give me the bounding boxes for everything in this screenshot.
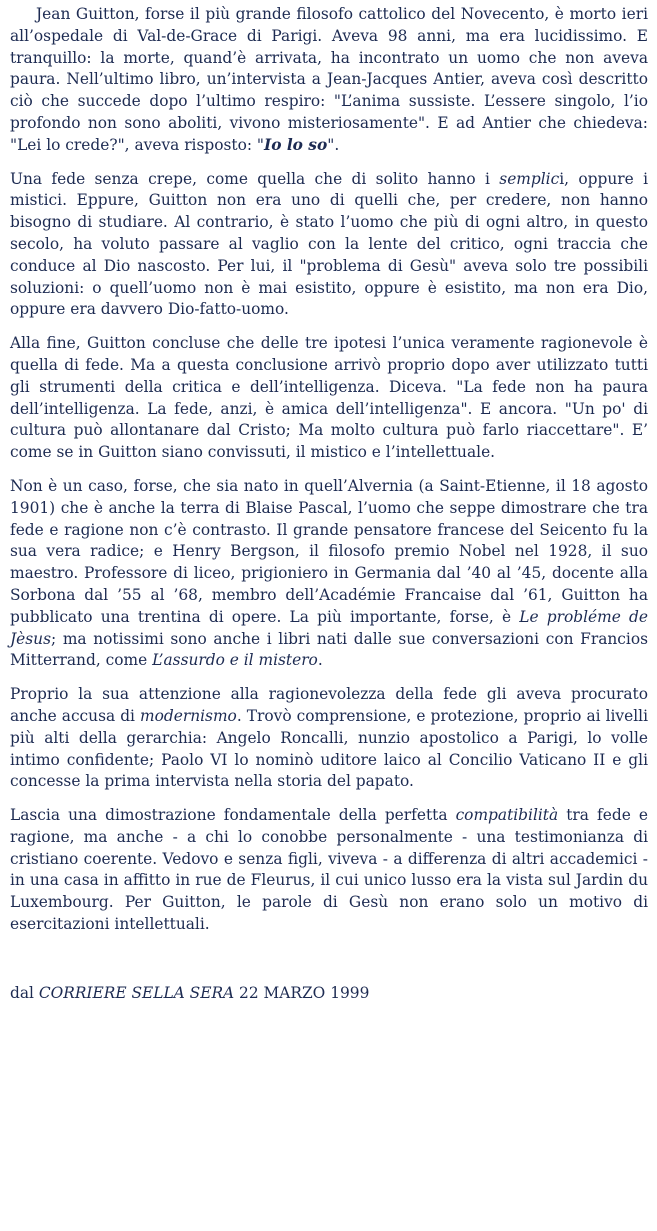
paragraph-1-text-b: ". (327, 135, 340, 154)
paragraph-5 (10, 684, 648, 793)
paragraph-5-text-a: Proprio la sua attenzione alla ragionevolezza della fede gli aveva procurato anche accusa di (10, 685, 648, 725)
paragraph-2-text-a: Una fede senza crepe, come quella che di solito hanno i (10, 169, 500, 188)
article-body (10, 4, 648, 948)
paragraph-2-text-b: i, oppure i mistici. Eppure, Guitton non era uno di quelli che, per credere, non hanno bisogno di studiare. Al contrario, è stato l’uomo che più di ogni altro, in questo secolo, ha voluto passare al vaglio con la lente del critico, ogni traccia che conduce al Dio nascosto. Per lui, il "problema di Gesù" aveva solo tre possibili soluzioni: o quell’uomo non è mai esistito, oppure è esistito, ma non era Dio, oppure era davvero Dio-fatto-uomo. (10, 169, 649, 319)
paragraph-5-emphasis: modernismo (140, 706, 237, 725)
paragraph-1-text-a: Jean Guitton, forse il più grande filosofo cattolico del Novecento, è morto ieri all’ospedale di Val-de-Grace di Parigi. Aveva 98 anni, ma era lucidissimo. E tranquillo: la morte, quand’è arrivata, ha incontrato un uomo che non aveva paura. Nell’ultimo libro, un’intervista a Jean-Jacques Antier, aveva così descritto ciò che succede dopo l’ultimo respiro: "L’anima sussiste. L’essere singolo, l’io profondo non sono aboliti, vivono misteriosamente". E ad Antier che chiedeva: "Lei lo crede?", aveva risposto: " (10, 5, 648, 154)
book-title-assurdo-e-mistero: L’assurdo e il mistero (152, 651, 318, 670)
paragraph-6-text-b: tra fede e ragione, ma anche - a chi lo conobbe personalmente - una testimonianza di cristiano coerente. Vedovo e senza figli, viveva - a differenza di altri accademici - in una casa in affitto in rue de Fleurus, il cui unico lusso era la vista sul Jardin du Luxembourg. Per Guitton, le parole di Gesù non erano solo un motivo di esercitazioni intellettuali. (10, 806, 648, 934)
paragraph-4-text-a: Non è un caso, forse, che sia nato in quell’Alvernia (a Saint-Etienne, il 18 agosto 1901) che è anche la terra di Blaise Pascal, l’uomo che seppe dimostrare che tra fede e ragione non c’è contrasto. Il grande pensatore francese del Seicento fu la sua vera radice; e Henry Bergson, il filosofo premio Nobel nel 1928, il suo maestro. Professore di liceo, prigioniero in Germania dal ’40 al ’45, docente alla Sorbona dal ’55 al ’68, membro dell’Académie Francaise dal ’61, Guitton ha pubblicato una trentina di opere. La più importante, forse, è (10, 476, 648, 626)
paragraph-2-emphasis: semplic (499, 169, 560, 188)
paragraph-3 (10, 333, 648, 464)
paragraph-5-text-b: . Trovò comprensione, e protezione, proprio ai livelli più alti della gerarchia: Angelo Roncalli, nunzio apostolico a Parigi, lo volle intimo confidente; Paolo VI lo nominò uditore laico al Concilio Vaticano II e gli concesse la prima intervista nella storia del papato. (10, 706, 648, 791)
paragraph-2 (10, 169, 648, 322)
source-newspaper: CORRIERE SELLA SERA (38, 984, 235, 1002)
paragraph-1 (10, 4, 648, 157)
book-title-probleme-de-jesus: Le probléme de Jèsus (10, 607, 648, 648)
paragraph-4 (10, 476, 648, 672)
source-prefix: dal (10, 984, 39, 1002)
source-date: 22 MARZO 1999 (234, 984, 370, 1002)
paragraph-6-text-a: Lascia una dimostrazione fondamentale della perfetta (10, 806, 456, 825)
paragraph-6-emphasis: compatibilità (455, 806, 559, 825)
paragraph-1-emphasis: Io lo so (264, 135, 328, 154)
paragraph-3-text: Alla fine, Guitton concluse che delle tre ipotesi l’unica veramente ragionevole è quella di fede. Ma a questa conclusione arrivò proprio dopo aver utilizzato tutti gli strumenti della critica e dell’intelligenza. Diceva. "La fede non ha paura dell’intelligenza. La fede, anzi, è amica dell’intelligenza". E ancora. "Un po' di cultura può allontanare dal Cristo; Ma molto cultura può farlo riaccettare". E’ come se in Guitton siano convissuti, il mistico e l’intellettuale. (10, 334, 648, 462)
paragraph-4-text-b: ; ma notissimi sono anche i libri nati dalle sue conversazioni con Francios Mitterrand, come (10, 629, 648, 670)
paragraph-4-text-c: . (317, 651, 323, 670)
source-citation (10, 983, 369, 1005)
paragraph-6 (10, 805, 648, 936)
